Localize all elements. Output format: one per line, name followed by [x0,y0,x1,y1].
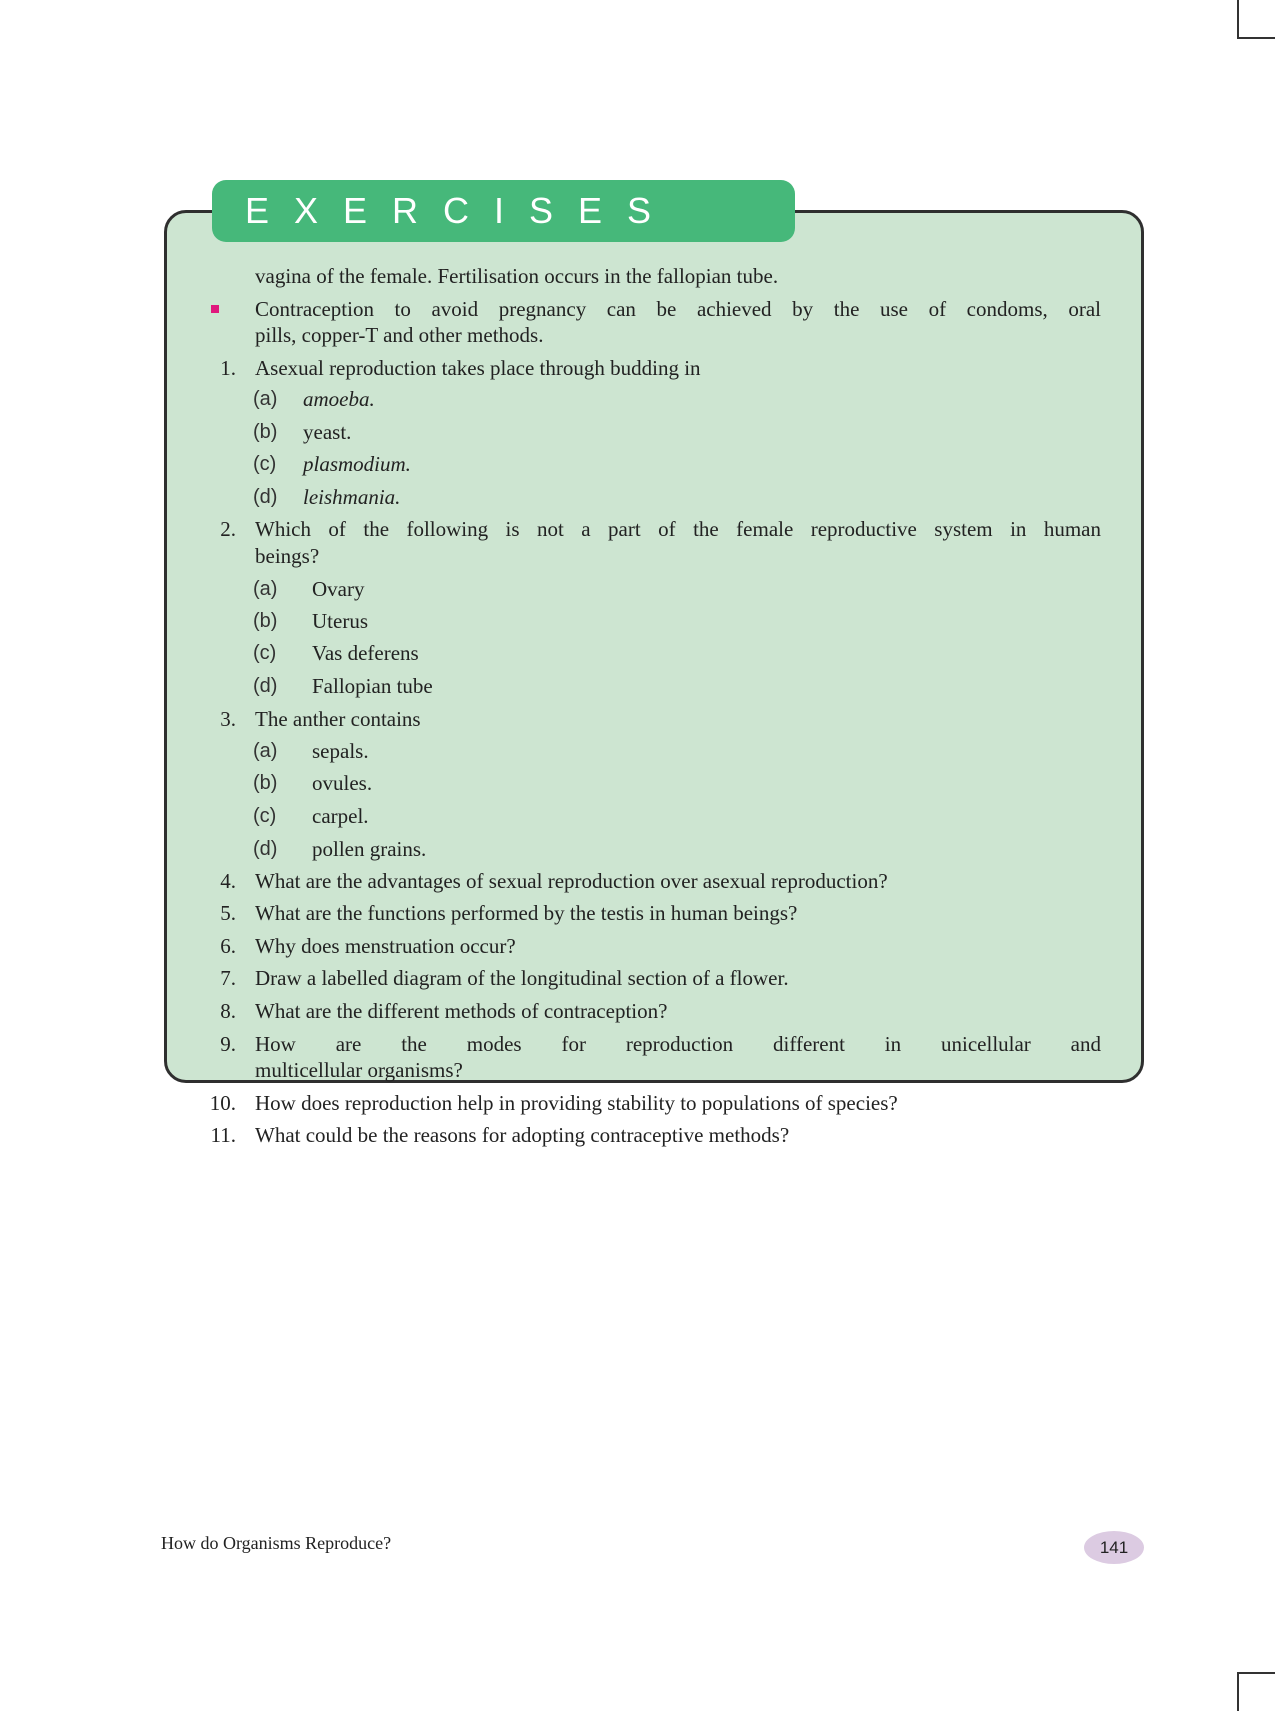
exercises-heading: EXERCISES [212,180,795,242]
option-label: (d) [253,838,278,860]
question-text-cont: multicellular organisms? [255,1058,463,1082]
option-text: ovules. [312,771,373,795]
question-number: 5. [220,901,236,925]
question-text: How does reproduction help in providing stability to populations of species? [255,1091,898,1115]
question-text-cont: beings? [255,544,320,568]
question-number: 1. [220,356,236,380]
option-label: (c) [253,805,277,827]
question-number: 4. [220,869,236,893]
option-label: (b) [253,772,278,794]
option-label: (a) [253,740,278,762]
crop-mark-bottom [1237,1672,1275,1711]
question-text: Which of the following is not a part of the female reproductive system in human [255,517,1101,541]
option-label: (c) [253,642,277,664]
question-text: What are the different methods of contraception? [255,999,668,1023]
question-number: 6. [220,934,236,958]
option-label: (a) [253,388,278,410]
option-text: Vas deferens [312,641,419,665]
question-text: What are the functions performed by the testis in human beings? [255,901,798,925]
question-text: Asexual reproduction takes place through budding in [255,356,701,380]
question-number: 2. [220,517,236,541]
option-text: leishmania. [303,485,401,509]
option-label: (b) [253,421,278,443]
summary-bullet-line: pills, copper-T and other methods. [255,323,544,347]
option-text: sepals. [312,739,369,763]
question-text: How are the modes for reproduction different in unicellular and [255,1032,1101,1056]
bullet-icon [211,305,219,313]
question-text: Draw a labelled diagram of the longitudinal section of a flower. [255,966,789,990]
option-label: (c) [253,453,277,475]
question-text: The anther contains [255,707,421,731]
question-text: Why does menstruation occur? [255,934,516,958]
option-text: Uterus [312,609,368,633]
option-text: Ovary [312,577,365,601]
question-number: 11. [210,1123,236,1147]
option-label: (a) [253,578,278,600]
option-label: (d) [253,675,278,697]
option-text: Fallopian tube [312,674,433,698]
question-number: 10. [209,1091,236,1115]
question-number: 3. [220,707,236,731]
option-text: amoeba. [303,387,375,411]
option-label: (d) [253,486,278,508]
question-text: What could be the reasons for adopting contraceptive methods? [255,1123,790,1147]
summary-bullet-line: Contraception to avoid pregnancy can be achieved by the use of condoms, oral [255,297,1101,321]
chapter-title-footer: How do Organisms Reproduce? [161,1533,392,1553]
crop-mark-top [1237,0,1275,39]
question-number: 9. [220,1032,236,1056]
question-number: 8. [220,999,236,1023]
option-text: plasmodium. [303,452,411,476]
question-number: 7. [220,966,236,990]
option-text: yeast. [303,420,352,444]
option-text: pollen grains. [312,837,427,861]
page-number-badge: 141 [1084,1531,1144,1564]
option-text: carpel. [312,804,369,828]
option-label: (b) [253,610,278,632]
question-text: What are the advantages of sexual reproduction over asexual reproduction? [255,869,888,893]
summary-line: vagina of the female. Fertilisation occurs in the fallopian tube. [255,264,779,288]
